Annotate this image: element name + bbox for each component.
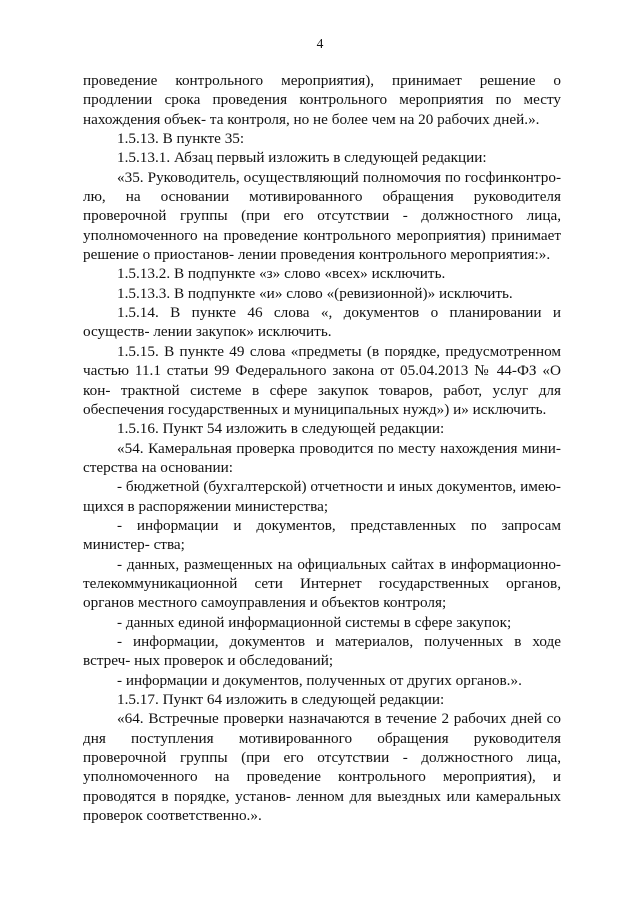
paragraph xyxy=(83,303,561,342)
text-line: ных проверок и обследований; xyxy=(134,652,334,670)
text-line: телекоммуникационной сети Интернет государственных органов, органов xyxy=(83,574,561,612)
text-line: «35. Руководитель, осуществляющий полномочия по госфинконтро- xyxy=(117,168,561,186)
text-line: местного самоуправления и объектов контроля; xyxy=(137,594,447,612)
paragraph xyxy=(83,71,561,129)
text-line: лении проведения контрольного мероприятия:». xyxy=(237,246,551,264)
text-line: щихся в распоряжении министерства; xyxy=(83,497,329,515)
text-line: группы (при его отсутствии - должностного лица, уполномоченного на xyxy=(83,749,562,786)
paragraph xyxy=(83,342,561,419)
text-line: частью 11.1 статьи 99 Федерального закона от 05.04.2013 № 44-ФЗ «О кон- xyxy=(83,362,561,399)
text-line: 1.5.15. В пункте 49 слова «предметы (в порядке, предусмотренном xyxy=(117,342,561,360)
paragraph xyxy=(83,671,561,690)
paragraph xyxy=(83,284,561,303)
paragraph xyxy=(83,477,561,516)
paragraph xyxy=(83,148,561,167)
page-number: 4 xyxy=(316,36,324,51)
text-line: проведение контрольного мероприятия) принимает решение о приостанов- xyxy=(83,226,562,264)
paragraph xyxy=(83,613,561,632)
text-line: проведение контрольного мероприятия), принимает решение о продлении xyxy=(83,72,561,109)
text-line: та контроля, но не более чем на 20 рабочих дней.». xyxy=(209,110,540,128)
text-line: проведение контрольного мероприятия), и проводятся в порядке, установ- xyxy=(83,768,562,805)
text-line: трактной системе в сфере закупок товаров, работ, услуг для обеспечения xyxy=(83,381,561,418)
text-line: дня поступления мотивированного обращения руководителя проверочной xyxy=(83,729,561,767)
text-line: лю, на основании мотивированного обращения руководителя проверочной xyxy=(83,188,561,225)
text-line: 1.5.13.2. В подпункте «з» слово «всех» исключить. xyxy=(117,265,446,283)
text-line: ленном для выездных или камеральных проверок соответственно.». xyxy=(83,787,562,825)
text-line: 1.5.17. Пункт 64 изложить в следующей редакции: xyxy=(117,691,445,708)
text-line: - информации и документов, представленных по запросам министер- xyxy=(83,516,561,554)
text-line: 1.5.14. В пункте 46 слова «, документов о планировании и осуществ- xyxy=(83,304,561,341)
paragraph xyxy=(83,129,561,148)
paragraph xyxy=(83,690,561,709)
text-line: 1.5.13.3. В подпункте «и» слово «(ревизионной)» исключить. xyxy=(117,284,513,302)
paragraph xyxy=(83,419,561,438)
text-line: государственных и муниципальных нужд») и» исключить. xyxy=(167,400,547,418)
text-line: - информации, документов и материалов, полученных в ходе встреч- xyxy=(83,632,561,670)
text-line: группы (при его отсутствии - должностного лица, уполномоченного на xyxy=(83,207,562,244)
text-line: «64. Встречные проверки назначаются в течение 2 рабочих дней со xyxy=(117,710,561,728)
paragraph xyxy=(83,516,561,555)
text-line: ства; xyxy=(153,536,185,554)
paragraph xyxy=(83,264,561,283)
text-line: 1.5.16. Пункт 54 изложить в следующей редакции: xyxy=(117,420,445,438)
text-line: - информации и документов, полученных от других органов.». xyxy=(117,671,522,689)
text-line: - данных, размещенных на официальных сайтах в информационно- xyxy=(117,555,561,573)
text-line: стерства на основании: xyxy=(83,458,234,476)
document-body xyxy=(83,71,561,825)
paragraph xyxy=(83,709,561,825)
paragraph xyxy=(83,555,561,613)
text-line: срока проведения контрольного мероприятия по месту нахождения объек- xyxy=(83,91,562,128)
text-line: лении закупок» исключить. xyxy=(153,323,332,341)
text-line: «54. Камеральная проверка проводится по месту нахождения мини- xyxy=(117,439,561,457)
text-line: - данных единой информационной системы в сфере закупок; xyxy=(117,613,512,631)
text-line: - бюджетной (бухгалтерской) отчетности и иных документов, имею- xyxy=(117,478,561,496)
paragraph xyxy=(83,632,561,671)
text-line: 1.5.13. В пункте 35: xyxy=(117,130,245,148)
paragraph xyxy=(83,168,561,265)
text-line: 1.5.13.1. Абзац первый изложить в следующей редакции: xyxy=(117,149,487,167)
paragraph xyxy=(83,439,561,478)
